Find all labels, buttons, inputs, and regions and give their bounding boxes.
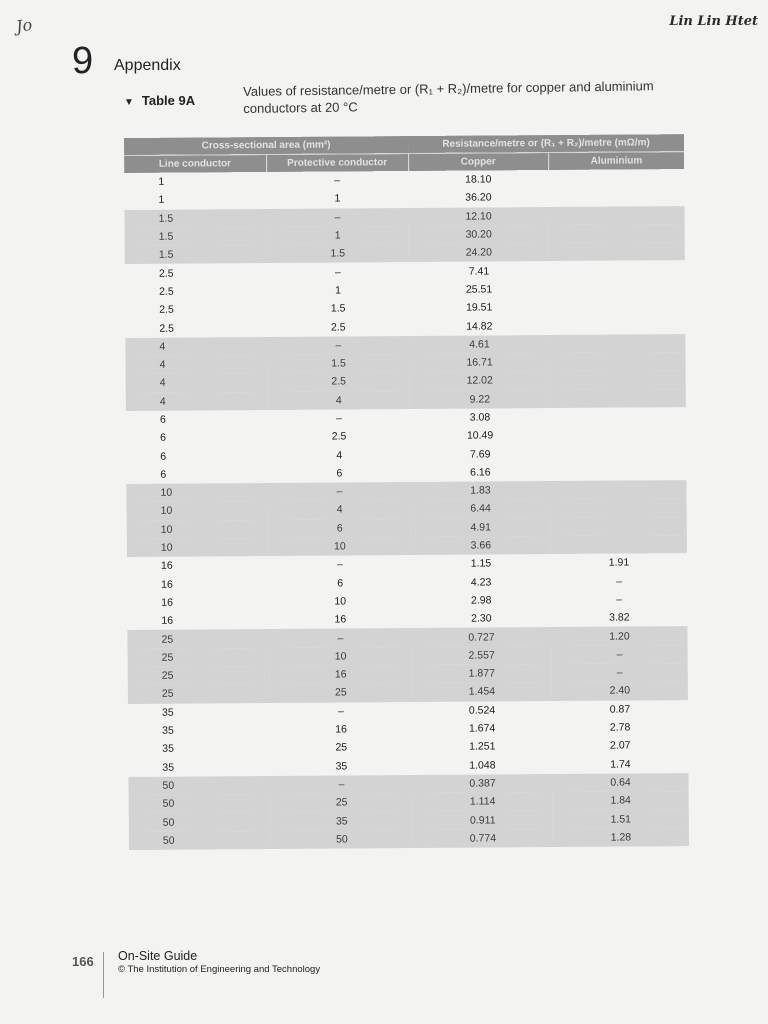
line-conductor-cell: 35 [162,761,175,774]
aluminium-resistance-cell: 2.78 [609,721,631,734]
copper-resistance-cell: 0.387 [412,774,552,793]
resistance-table-wrapper [124,134,689,850]
protective-conductor-cell: – [334,266,341,279]
handwritten-initials: Jo [14,14,34,37]
protective-conductor-cell: 6 [336,467,343,480]
resistance-table [124,134,689,850]
line-conductor-cell: 35 [162,743,174,756]
aluminium-resistance-cell [549,279,685,298]
line-conductor-cell: 1.5 [125,245,267,264]
aluminium-resistance-cell: – [616,575,623,588]
copper-resistance-cell: 3.66 [411,536,551,555]
protective-conductor-cell: 4 [268,391,410,410]
protective-conductor-cell: 25 [270,683,412,702]
protective-conductor-cell: 50 [271,830,413,849]
copper-resistance-cell: 7.69 [469,448,491,461]
table-label-text: Table 9A [141,93,196,108]
copper-resistance-cell: 0.911 [413,810,553,829]
protective-conductor-cell: 6 [269,519,411,538]
protective-conductor-cell: – [334,174,341,187]
line-conductor-cell: 16 [161,578,173,591]
protective-conductor-cell: 1 [335,284,342,297]
aluminium-resistance-cell [550,370,686,389]
copper-resistance-cell: 1.877 [412,664,552,683]
copper-resistance-cell: 1.83 [410,481,550,500]
protective-conductor-cell: 10 [334,595,347,608]
protective-conductor-cell: 4 [336,449,343,462]
protective-conductor-cell: – [266,208,408,227]
copper-resistance-cell: 2.98 [470,594,492,607]
aluminium-resistance-cell: – [552,645,688,664]
copper-resistance-cell: 18.10 [465,173,492,186]
line-conductor-cell: 6 [160,450,167,463]
line-conductor-cell: 16 [161,596,173,609]
aluminium-resistance-cell [549,224,685,243]
protective-conductor-cell: – [268,482,410,501]
line-conductor-cell: 1.5 [125,227,267,246]
protective-conductor-cell: 16 [270,665,412,684]
copper-resistance-cell: 2.30 [471,612,492,625]
line-conductor-cell: 25 [128,666,270,685]
line-conductor-cell: 10 [127,538,269,557]
aluminium-resistance-cell: 2.40 [552,681,688,700]
copper-resistance-cell: 25.51 [465,283,493,296]
protective-conductor-cell: – [337,558,343,571]
aluminium-resistance-cell: – [552,663,688,682]
line-conductor-cell: 16 [160,560,173,573]
aluminium-resistance-cell: 1.74 [610,758,631,771]
copper-resistance-cell: 14.82 [466,319,493,333]
copper-resistance-cell: 16.71 [410,353,550,372]
protective-conductor-cell: 10 [270,647,412,666]
aluminium-resistance-cell [549,334,685,353]
aluminium-resistance-cell [549,315,685,334]
protective-conductor-cell: – [338,705,344,718]
protective-conductor-cell: – [270,775,412,794]
copper-resistance-cell: 0.524 [468,704,496,717]
aluminium-resistance-cell [551,498,687,517]
header-line-conductor: Line conductor [124,155,266,173]
line-conductor-cell: 50 [128,776,270,795]
line-conductor-cell: 10 [127,501,269,520]
aluminium-resistance-cell: 0.87 [609,703,631,716]
protective-conductor-cell: 35 [271,811,413,830]
protective-conductor-cell: 2.5 [268,372,410,391]
header-resistance-group: Resistance/metre or (R₁ + R₂)/metre (mΩ/m) [408,134,684,153]
protective-conductor-cell: 1 [267,226,409,245]
aluminium-resistance-cell [549,242,685,261]
copper-resistance-cell: 30.20 [409,225,549,244]
aluminium-resistance-cell [550,425,686,444]
protective-conductor-cell: 4 [269,500,411,519]
line-conductor-cell: 50 [129,831,271,850]
line-conductor-cell: 1 [158,175,165,188]
protective-conductor-cell: 25 [271,793,413,812]
chapter-number: 9 [72,40,94,82]
footer-divider [103,952,104,998]
aluminium-resistance-cell: 3.82 [609,611,630,624]
protective-conductor-cell: 1.5 [330,302,346,315]
triangle-down-icon: ▼ [124,97,134,108]
aluminium-resistance-cell [551,535,687,554]
protective-conductor-cell: – [269,628,411,647]
header-aluminium: Aluminium [548,152,684,170]
aluminium-resistance-cell [550,462,686,481]
copper-resistance-cell: 12.10 [408,207,548,226]
protective-conductor-cell: 1.5 [267,244,409,263]
copper-resistance-cell: 7.41 [468,265,490,278]
aluminium-resistance-cell [551,517,687,536]
table-body [124,169,689,850]
copper-resistance-cell: 9.22 [410,390,550,409]
line-conductor-cell: 35 [161,706,174,719]
aluminium-resistance-cell: 1.28 [553,828,689,847]
table-row [129,828,689,850]
aluminium-resistance-cell [550,480,686,499]
copper-resistance-cell: 3.08 [469,411,491,424]
line-conductor-cell: 10 [127,520,269,539]
protective-conductor-cell: – [335,412,342,425]
copper-resistance-cell: 1.251 [469,740,496,753]
chapter-title: Appendix [114,57,181,74]
protective-conductor-cell: 2.5 [331,430,347,443]
protective-conductor-cell: 6 [337,577,344,590]
aluminium-resistance-cell [550,389,686,408]
line-conductor-cell: 6 [160,432,166,445]
copper-resistance-cell: 1.114 [413,792,553,811]
copper-resistance-cell: 1.048 [469,759,496,772]
copper-resistance-cell: 4.23 [470,576,492,589]
copper-resistance-cell: 6.16 [470,466,491,479]
copper-resistance-cell: 4.61 [409,335,549,354]
line-conductor-cell: 4 [126,373,268,392]
header-protective-conductor: Protective conductor [266,154,408,172]
line-conductor-cell: 2.5 [159,285,174,298]
line-conductor-cell: 25 [127,629,269,648]
protective-conductor-cell: 16 [334,613,347,626]
line-conductor-cell: 50 [129,812,271,831]
aluminium-resistance-cell: 1.20 [551,627,687,646]
line-conductor-cell: 6 [160,468,167,481]
aluminium-resistance-cell: 0.64 [552,773,688,792]
copper-resistance-cell: 4.91 [411,518,551,537]
protective-conductor-cell: 10 [269,537,411,556]
copper-resistance-cell: 6.44 [411,499,551,518]
aluminium-resistance-cell: 2.07 [609,739,631,752]
line-conductor-cell: 25 [128,648,270,667]
aluminium-resistance-cell [548,169,684,188]
line-conductor-cell: 50 [129,794,271,813]
aluminium-resistance-cell [550,407,686,426]
aluminium-resistance-cell: – [616,593,623,606]
line-conductor-cell: 16 [161,614,174,628]
copper-resistance-cell: 24.20 [409,243,549,262]
copper-resistance-cell: 10.49 [466,429,494,442]
line-conductor-cell: 2.5 [159,303,174,316]
copper-resistance-cell: 1.454 [412,682,552,701]
aluminium-resistance-cell: 1.84 [553,791,689,810]
protective-conductor-cell: 16 [335,723,348,736]
aluminium-resistance-cell: 1.91 [608,556,630,570]
protective-conductor-cell: 25 [335,741,348,754]
copper-resistance-cell: 1.15 [470,557,492,570]
protective-conductor-cell: – [267,336,409,355]
line-conductor-cell: 4 [125,337,267,356]
copper-resistance-cell: 1.674 [468,722,496,735]
header-area-group: Cross-sectional area (mm²) [124,136,408,155]
line-conductor-cell: 1 [158,194,165,207]
line-conductor-cell: 4 [126,355,268,374]
footer-guide-title: On-Site Guide [118,949,198,963]
aluminium-resistance-cell [548,206,684,225]
line-conductor-cell: 4 [126,392,268,411]
line-conductor-cell: 6 [159,413,166,426]
protective-conductor-cell: 1 [334,192,341,205]
aluminium-resistance-cell [548,187,684,206]
copper-resistance-cell: 0.774 [413,829,553,848]
copper-resistance-cell: 12.02 [410,371,550,390]
aluminium-resistance-cell [550,444,686,463]
footer-copyright: © The Institution of Engineering and Technology [118,964,321,975]
copper-resistance-cell: 19.51 [466,301,493,314]
copper-resistance-cell: 0.727 [411,627,551,646]
copper-resistance-cell: 36.20 [465,191,492,205]
line-conductor-cell: 10 [126,483,268,502]
line-conductor-cell: 2.5 [158,267,174,280]
protective-conductor-cell: 1.5 [268,354,410,373]
line-conductor-cell: 35 [162,724,174,737]
protective-conductor-cell: 35 [335,760,348,773]
table-label [124,93,195,108]
line-conductor-cell: 2.5 [159,322,174,335]
line-conductor-cell: 1.5 [124,209,266,228]
handwritten-signature: Lin Lin Htet [669,14,758,29]
header-copper: Copper [408,153,548,171]
aluminium-resistance-cell: 1.51 [553,809,689,828]
page-number: 166 [72,954,94,969]
protective-conductor-cell: 2.5 [330,320,346,334]
table-caption: Values of resistance/metre or (R₁ + R₂)/metre for copper and aluminium conductors at 20 °C [243,78,654,116]
aluminium-resistance-cell [550,352,686,371]
line-conductor-cell: 25 [128,684,270,703]
aluminium-resistance-cell [549,261,685,280]
copper-resistance-cell: 2.557 [412,646,552,665]
aluminium-resistance-cell [549,297,685,316]
